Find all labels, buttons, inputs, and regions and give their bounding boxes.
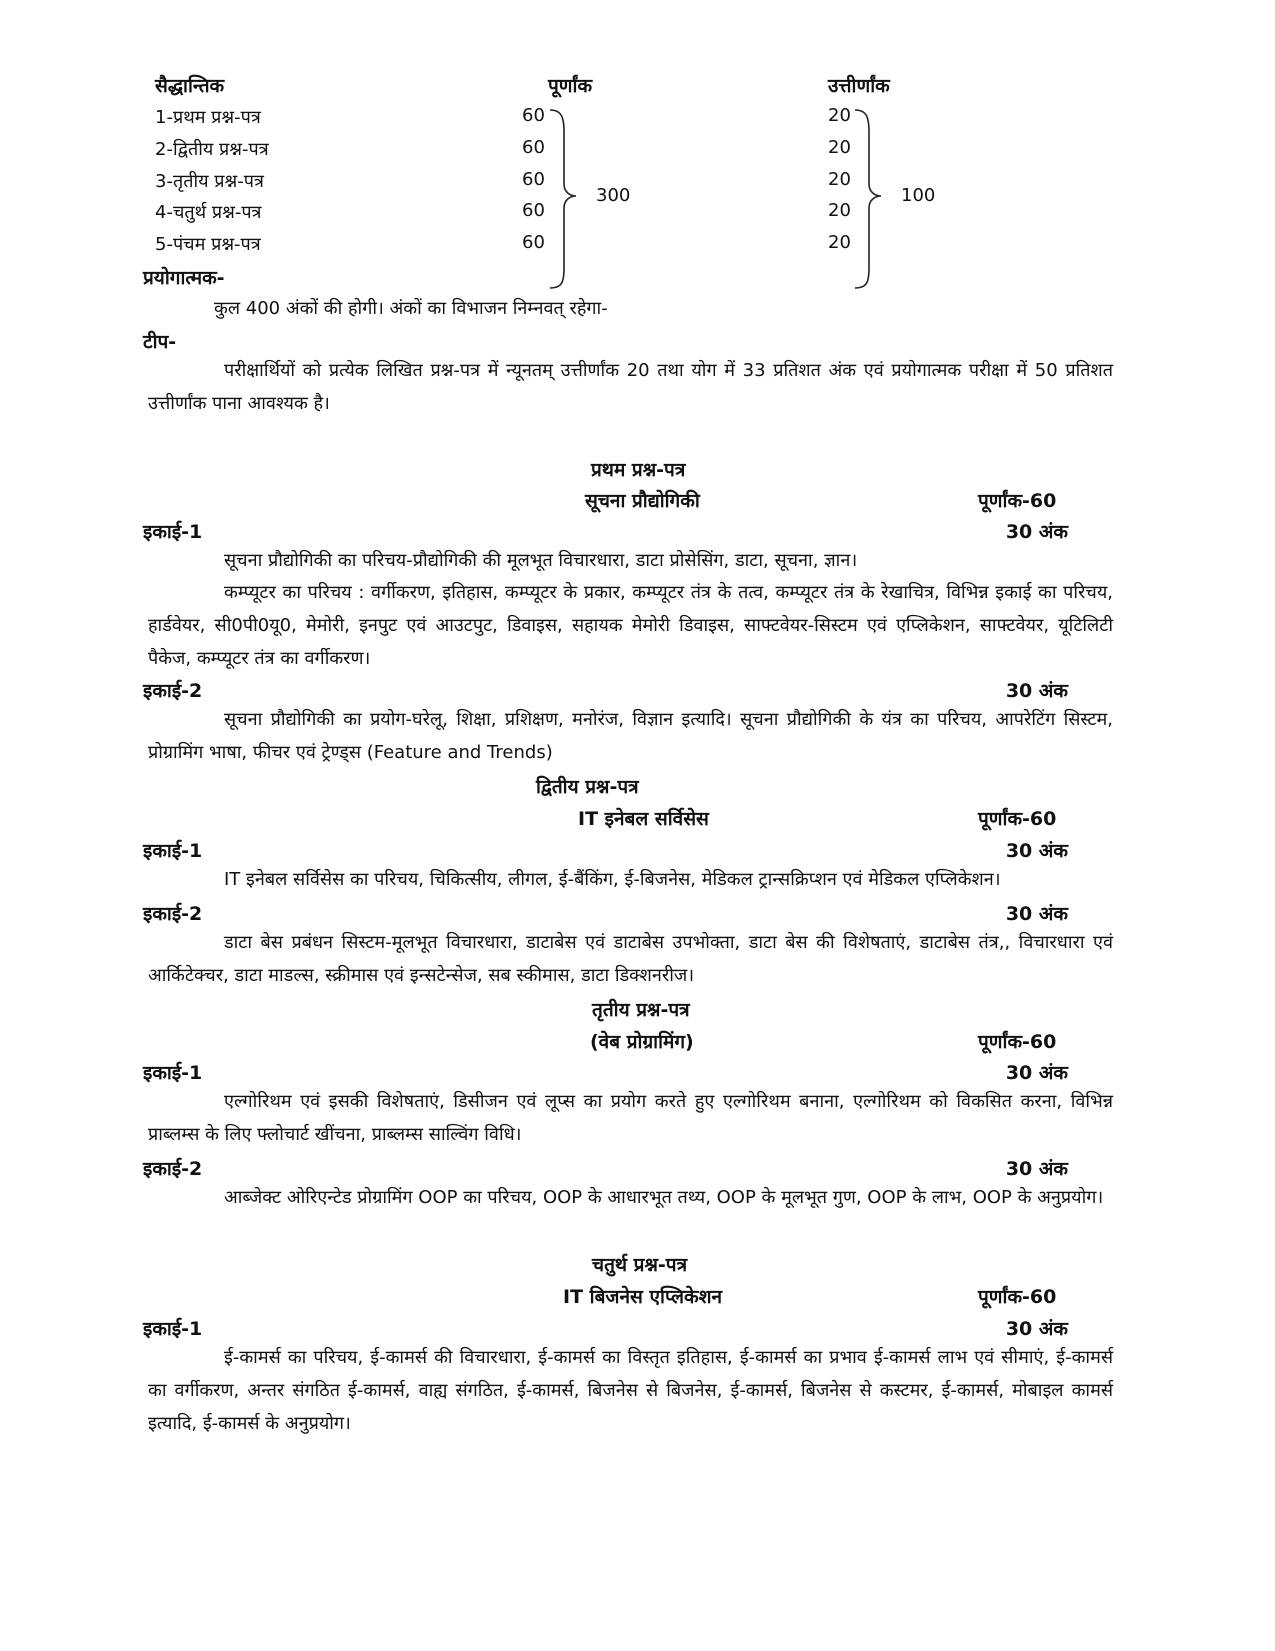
- heading-pass-marks: उत्तीर्णांक: [828, 75, 890, 97]
- pass-marks-brace: [853, 108, 887, 290]
- paper-row-2: 2-द्वितीय प्रश्न-पत्र: [155, 139, 269, 160]
- paper-2-unit-2-text-1: डाटा बेस प्रबंधन सिस्टम-मूलभूत विचारधारा, डाटाबेस एवं डाटाबेस उपभोक्ता, डाटा बेस की विशेषताएं, डाटाबेस तंत्र,, विचारधारा एवं आर्किटेक्चर, डाटा माडल्स, स्क्रीमास एवं इन्सटेन्सेज, सब स्कीमास, डाटा डिक्शनरीज।: [148, 932, 1113, 986]
- paper-3-unit-1-text-1: एल्गोरिथम एवं इसकी विशेषताएं, डिसीजन एवं लूप्स का प्रयोग करते हुए एल्गोरिथम बनाना, एल्गोरिथम को विकसित करना, विभिन्न प्राब्लम्स के लिए फ्लोचार्ट खींचना, प्राब्लम्स साल्विंग विधि।: [148, 1091, 1113, 1145]
- paper-3-unit-2-label: इकाई-2: [143, 1158, 203, 1180]
- pass-marks-value: 20: [828, 200, 851, 221]
- heading-full-marks: पूर्णांक: [548, 75, 593, 97]
- paper-2-name: द्वितीय प्रश्न-पत्र: [536, 776, 639, 798]
- note-label: टीप-: [143, 331, 177, 353]
- paper-2-unit-2-marks: 30 अंक: [1005, 903, 1068, 925]
- paper-row-3: 3-तृतीय प्रश्न-पत्र: [155, 171, 264, 192]
- paper-1-full-marks: पूर्णांक-60: [978, 490, 1057, 512]
- paper-3-unit-2-text-1: आब्जेक्ट ओरिएन्टेड प्रोग्रामिंग OOP का परिचय, OOP के आधारभूत तथ्य, OOP के मूलभूत गुण, OOP के लाभ, OOP के अनुप्रयोग।: [224, 1187, 1104, 1208]
- paper-1-unit-1-marks: 30 अंक: [1005, 521, 1068, 543]
- note-text: परीक्षार्थियों को प्रत्येक लिखित प्रश्न-पत्र में न्यूनतम् उत्तीर्णांक 20 तथा योग में 33 प्रतिशत अंक एवं प्रयोगात्मक परीक्षा में 50 प्रतिशत उत्तीर्णांक पाना आवश्यक है।: [148, 360, 1113, 414]
- paper-row-5: 5-पंचम प्रश्न-पत्र: [155, 234, 261, 255]
- paper-3-unit-2-marks: 30 अंक: [1005, 1158, 1068, 1180]
- paper-row-4: 4-चतुर्थ प्रश्न-पत्र: [155, 202, 262, 223]
- paper-3-unit-1-label: इकाई-1: [143, 1062, 203, 1084]
- full-marks-value: 60: [522, 200, 545, 221]
- practical-label: प्रयोगात्मक-: [143, 267, 225, 289]
- full-marks-value: 60: [522, 232, 545, 253]
- full-marks-brace: [548, 108, 582, 290]
- heading-theory: सैद्धान्तिक: [155, 75, 225, 97]
- paper-row-1: 1-प्रथम प्रश्न-पत्र: [155, 107, 261, 128]
- paper-4-title: IT बिजनेस एप्लिकेशन: [563, 1286, 723, 1308]
- paper-2-unit-1-label: इकाई-1: [143, 840, 203, 862]
- pass-marks-value: 20: [828, 105, 851, 126]
- full-marks-value: 60: [522, 105, 545, 126]
- paper-2-unit-2-label: इकाई-2: [143, 903, 203, 925]
- paper-1-unit-2-label: इकाई-2: [143, 680, 203, 702]
- paper-2-full-marks: पूर्णांक-60: [978, 808, 1057, 830]
- paper-2-title: IT इनेबल सर्विसेस: [578, 808, 709, 830]
- pass-marks-value: 20: [828, 169, 851, 190]
- paper-3-title: (वेब प्रोग्रामिंग): [590, 1031, 694, 1053]
- paper-1-name: प्रथम प्रश्न-पत्र: [591, 459, 686, 481]
- paper-1-title: सूचना प्रौद्योगिकी: [585, 490, 700, 512]
- full-marks-value: 60: [522, 137, 545, 158]
- paper-2-unit-1-text-1: IT इनेबल सर्विसेस का परिचय, चिकित्सीय, लीगल, ई-बैंकिंग, ई-बिजनेस, मेडिकल ट्रान्सक्रिप्शन एवं मेडिकल एप्लिकेशन।: [224, 869, 1001, 890]
- paper-1-unit-1-text-1: सूचना प्रौद्योगिकी का परिचय-प्रौद्योगिकी की मूलभूत विचारधारा, डाटा प्रोसेसिंग, डाटा, सूचना, ज्ञान।: [224, 550, 858, 571]
- paper-4-full-marks: पूर्णांक-60: [978, 1286, 1057, 1308]
- full-marks-value: 60: [522, 169, 545, 190]
- pass-marks-value: 20: [828, 232, 851, 253]
- pass-marks-value: 20: [828, 137, 851, 158]
- paper-1-unit-2-text-1: सूचना प्रौद्योगिकी का प्रयोग-घरेलू, शिक्षा, प्रशिक्षण, मनोरंज, विज्ञान इत्यादि। सूचना प्रौद्योगिकी के यंत्र का परिचय, आपरेटिंग सिस्टम, प्रोग्रामिंग भाषा, फीचर एवं ट्रेण्ड्स (Feature and Trends): [148, 709, 1113, 763]
- paper-4-name: चतुर्थ प्रश्न-पत्र: [592, 1254, 688, 1276]
- paper-1-unit-2-marks: 30 अंक: [1005, 680, 1068, 702]
- paper-3-name: तृतीय प्रश्न-पत्र: [592, 999, 690, 1021]
- paper-4-unit-1-marks: 30 अंक: [1005, 1318, 1068, 1340]
- paper-4-unit-1-text-1: ई-कामर्स का परिचय, ई-कामर्स की विचारधारा, ई-कामर्स का विस्तृत इतिहास, ई-कामर्स का प्रभाव ई-कामर्स लाभ एवं सीमाएं, ई-कामर्स का वर्गीकरण, अन्तर संगठित ई-कामर्स, वाह्य संगठित, ई-कामर्स, बिजनेस से बिजनेस, ई-कामर्स, बिजनेस से कस्टमर, ई-कामर्स, मोबाइल कामर्स इत्यादि, ई-कामर्स के अनुप्रयोग।: [148, 1347, 1113, 1434]
- total-full-marks: 300: [596, 185, 631, 206]
- paper-2-unit-1-marks: 30 अंक: [1005, 840, 1068, 862]
- paper-1-unit-1-label: इकाई-1: [143, 521, 203, 543]
- paper-3-unit-1-marks: 30 अंक: [1005, 1062, 1068, 1084]
- paper-3-full-marks: पूर्णांक-60: [978, 1031, 1057, 1053]
- paper-4-unit-1-label: इकाई-1: [143, 1318, 203, 1340]
- total-pass-marks: 100: [901, 185, 936, 206]
- paper-1-unit-1-text-2: कम्प्यूटर का परिचय : वर्गीकरण, इतिहास, कम्प्यूटर के प्रकार, कम्प्यूटर तंत्र के तत्व, कम्प्यूटर तंत्र के रेखाचित्र, विभिन्न इकाई का परिचय, हार्डवेयर, सी0पी0यू0, मेमोरी, इनपुट एवं आउटपुट, डिवाइस, सहायक मेमोरी डिवाइस, साफ्टवेयर-सिस्टम एवं एप्लिकेशन, साफ्टवेयर, यूटिलिटी पैकेज, कम्प्यूटर तंत्र का वर्गीकरण।: [148, 582, 1113, 669]
- practical-text: कुल 400 अंकों की होगी। अंकों का विभाजन निम्नवत् रहेगा-: [214, 298, 608, 319]
